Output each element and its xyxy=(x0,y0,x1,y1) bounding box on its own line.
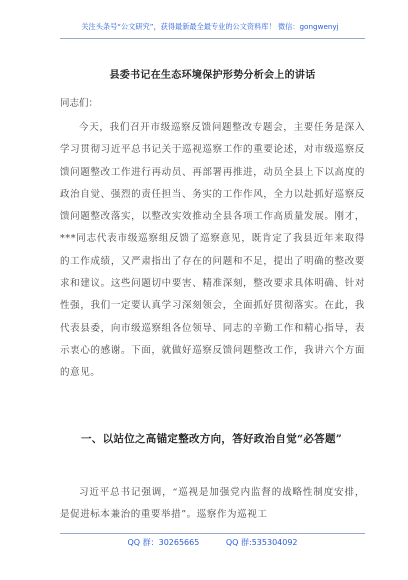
body-paragraph-2: 习近平总书记强调，“巡视是加强党内监督的战略性制度安排，是促进标本兼治的重要举措”。巡察作为巡视工 xyxy=(60,487,365,520)
footer-qq-group-2: QQ 群:535304092 xyxy=(225,538,298,547)
page-header-banner: 关注头条号“公文研究”，获得最新最全最专业的公文资料库！ 微信：gongwenyj xyxy=(81,22,339,31)
footer-qq-group-1: QQ 群：30265665 xyxy=(127,538,200,547)
page-footer xyxy=(60,537,365,548)
salutation: 同志们： xyxy=(60,98,99,109)
body-paragraph-1: 今天，我们召开市级巡察反馈问题整改专题会，主要任务是深入学习贯彻习近平总书记关于巡视巡察工作的重要论述，对市级巡察反馈问题整改工作进行再动员、再部署再推进，动员全县上下以高度的政治自觉、强烈的责任担当、务实的工作作风，全力以赴抓好巡察反馈问题整改落实，以整改实效推动全县各项工作高质量发展。刚才，***同志代表市级巡察组反馈了巡察意见，既肯定了我县近年来取得的工作成绩，又严肃指出了存在的问题和不足，提出了明确的整改要求和建议。这些问题切中要害、精准深刻，整改要求具体明确、针对性强，我们一定要认真学习深刻领会，全面抓好贯彻落实。在此，我代表县委，向市级巡察组各位领导、同志的辛勤工作和精心指导，表示衷心的感谢。下面，就做好巡察反馈问题整改工作，我讲六个方面的意见。 xyxy=(60,122,365,379)
header-divider xyxy=(60,38,365,39)
footer-divider xyxy=(60,533,365,534)
section-heading-1: 一、以站位之高锚定整改方向，答好政治自觉“必答题” xyxy=(81,433,343,445)
document-title: 县委书记在生态环境保护形势分析会上的讲话 xyxy=(109,70,316,81)
